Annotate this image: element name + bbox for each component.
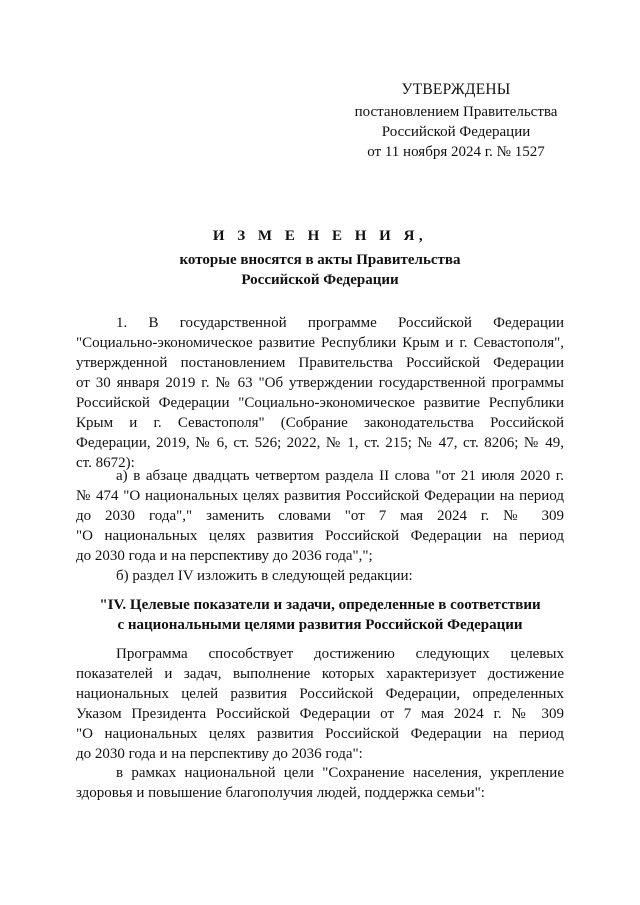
title-sub-2: Российской Федерации [241, 272, 399, 288]
national-goal-paragraph [76, 763, 564, 803]
text-line: ст. 8672): [76, 455, 135, 471]
text-line: до 2030 года и на перспективу до 2036 года": [76, 746, 363, 762]
text-line: б) раздел IV изложить в следующей редакции: [116, 568, 413, 584]
text-line: Федерации, 2019, № 6, ст. 526; 2022, № 1, ст. 215; № 47, ст. 8206; № 49, [76, 435, 564, 451]
text-line: "Социально-экономическое развитие Республики Крым и г. Севастополя", [76, 335, 564, 351]
text-line: утвержденной постановлением Правительства Российской Федерации [76, 355, 564, 371]
title-sub-1: которые вносятся в акты Правительства [179, 252, 461, 268]
text-line: показателей и задач, выполнение которых характеризует достижение [76, 666, 564, 682]
text-line: до 2030 года"," заменить словами "от 7 мая 2024 г. № 309 [76, 508, 564, 524]
text-line: здоровья и повышение благополучия людей, поддержка семьи": [76, 785, 485, 801]
title-main: И З М Е Н Е Н И Я, [212, 228, 428, 244]
text-line: национальных целей развития Российской Федерации, определенных [76, 686, 564, 702]
paragraph-1 [76, 313, 564, 473]
approval-line-2: Российской Федерации [381, 124, 531, 140]
text-line: Программа способствует достижению следующих целевых [116, 646, 564, 662]
section-heading [76, 595, 564, 635]
text-line: 1. В государственной программе Российской Федерации [116, 315, 564, 331]
text-line: Крым и г. Севастополя" (Собрание законодательства Российской [76, 415, 564, 431]
text-line: "О национальных целях развития Российской Федерации на период [76, 726, 564, 742]
approval-block [340, 80, 572, 162]
text-line: в рамках национальной цели "Сохранение населения, укрепление [116, 765, 564, 781]
section-heading-line-1: "IV. Целевые показатели и задачи, определенные в соответствии [99, 597, 541, 613]
text-line: до 2030 года и на перспективу до 2036 года","; [76, 548, 373, 564]
approval-line-3: от 11 ноября 2024 г. № 1527 [367, 144, 545, 160]
text-line: № 474 "О национальных целях развития Российской Федерации на период [76, 488, 564, 504]
document-title [60, 226, 580, 290]
text-line: а) в абзаце двадцать четвертом раздела II слова "от 21 июля 2020 г. [116, 468, 564, 484]
program-paragraph [76, 644, 564, 764]
text-line: от 30 января 2019 г. № 63 "Об утверждении государственной программы [76, 375, 564, 391]
approval-line-1: постановлением Правительства [354, 104, 558, 120]
text-line: Российской Федерации "Социально-экономическое развитие Республики [76, 395, 564, 411]
subparagraph-b [76, 566, 564, 586]
subparagraph-a [76, 466, 564, 566]
approval-heading: УТВЕРЖДЕНЫ [401, 81, 511, 98]
text-line: "О национальных целях развития Российской Федерации на период [76, 528, 564, 544]
section-heading-line-2: с национальными целями развития Российской Федерации [117, 617, 523, 633]
text-line: Указом Президента Российской Федерации от 7 мая 2024 г. № 309 [76, 706, 564, 722]
